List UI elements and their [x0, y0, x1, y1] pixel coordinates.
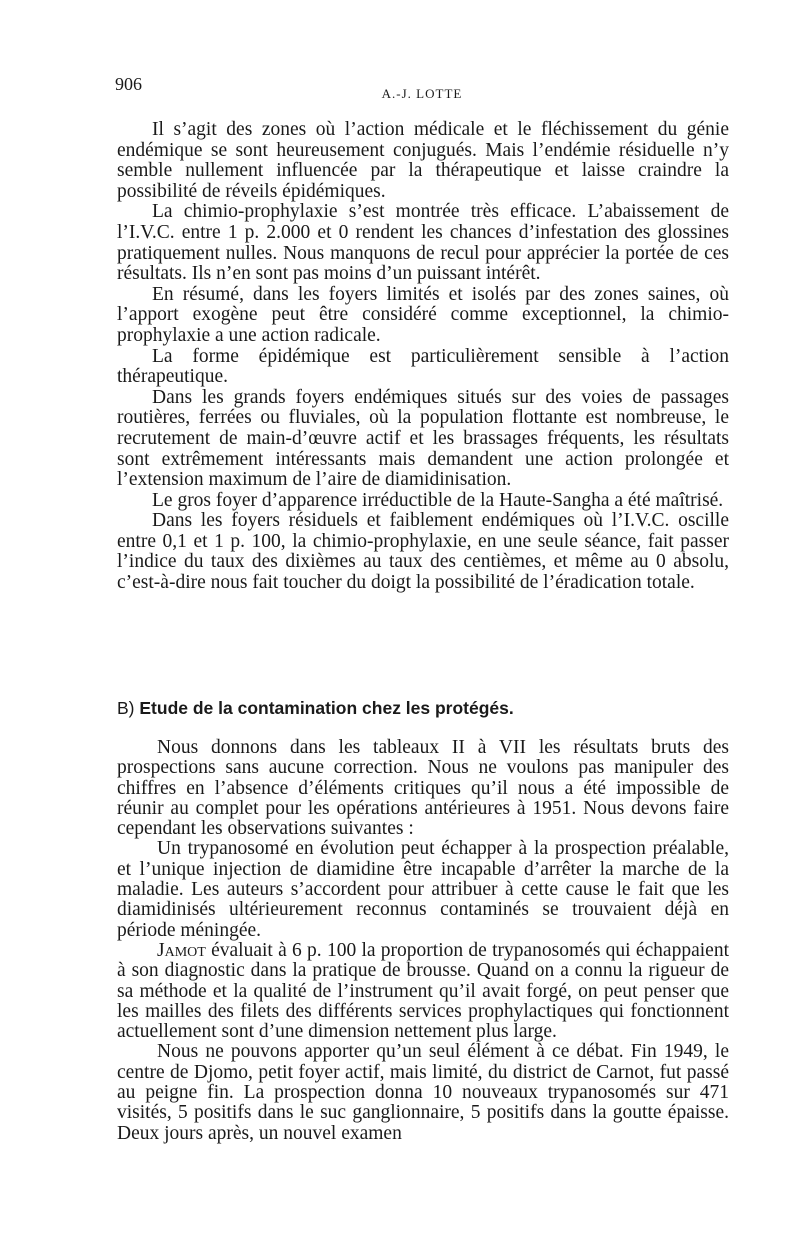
paragraph: Il s’agit des zones où l’action médicale et le fléchissement du génie endémique se sont heureusement conjugués. Mais l’endémie résiduelle n’y semble nullement influencée par la thérapeutique et laisse craindre la possibilité de réveils épidémiques.: [117, 119, 729, 202]
paragraph: La chimio-prophylaxie s’est montrée très efficace. L’abaissement de l’I.V.C. entre 1 p. 2.000 et 0 rendent les chances d’infestation des glossines pratiquement nulles. Nous manquons de recul pour apprécier la portée de ces résultats. Ils n’en sont pas moins d’un puissant intérêt.: [117, 201, 729, 285]
body-text-part-a: [117, 120, 729, 594]
section-heading: [117, 697, 729, 719]
section-letter: B): [117, 698, 135, 718]
author-name: Jamot: [157, 939, 206, 961]
paragraph: Un trypanosomé en évolution peut échapper à la prospection préalable, et l’unique injection de diamidine être incapable d’arrêter la marche de la maladie. Les auteurs s’accordent pour attribuer à cette cause le fait que les diamidinisés ultérieurement reconnus contaminés se trouvaient déjà en période méningée.: [117, 838, 729, 941]
running-head: A.-J. LOTTE: [381, 86, 463, 101]
section-title: Etude de la contamination chez les protégés.: [139, 698, 514, 718]
body-text-part-b: [117, 738, 729, 1144]
paragraph: Dans les foyers résiduels et faiblement endémiques où l’I.V.C. oscille entre 0,1 et 1 p. 100, la chimio-prophylaxie, en une seule séance, fait passer l’indice du taux des dixièmes au taux des centièmes, et même au 0 absolu, c’est-à-dire nous fait toucher du doigt la possibilité de l’éradication totale.: [117, 510, 729, 594]
paragraph: Nous donnons dans les tableaux II à VII les résultats bruts des prospections sans aucune correction. Nous ne voulons pas manipuler des chiffres en l’absence d’éléments critiques qu’il nous a été impossible de réunir au complet pour les opérations antérieures à 1951. Nous devons faire cependant les observations suivantes :: [117, 737, 729, 840]
paragraph: En résumé, dans les foyers limités et isolés par des zones saines, où l’apport exogène peut être considéré comme exceptionnel, la chimio-prophylaxie a une action radicale.: [117, 283, 729, 346]
page-number: 906: [115, 74, 142, 94]
paragraph: Nous ne pouvons apporter qu’un seul élément à ce débat. Fin 1949, le centre de Djomo, petit foyer actif, mais limité, du district de Carnot, fut passé au peigne fin. La prospection donna 10 nouveaux trypanosomés sur 471 visités, 5 positifs dans le suc ganglionnaire, 5 positifs dans la goutte épaisse. Deux jours après, un nouvel examen: [117, 1041, 729, 1144]
paragraph-jamot: [117, 941, 729, 1042]
paragraph-text: évaluait à 6 p. 100 la proportion de trypanosomés qui échappaient à son diagnostic dans la pratique de brousse. Quand on a connu la rigueur de sa méthode et la qualité de l’instrument qu’il avait forgé, on peut penser que les mailles des filets des différents services prophylactiques qui fonctionnent actuellement sont d’une dimension nettement plus large.: [117, 939, 729, 1043]
page-header: [115, 74, 729, 104]
paragraph: La forme épidémique est particulièrement sensible à l’action thérapeutique.: [117, 345, 729, 388]
paragraph: Le gros foyer d’apparence irréductible de la Haute-Sangha a été maîtrisé.: [152, 489, 724, 511]
paragraph: Dans les grands foyers endémiques situés sur des voies de passages routières, ferrées ou fluviales, où la population flottante est nombreuse, le recrutement de main-d’œuvre actif et les brassages fréquents, les résultats sont extrêmement intéressants mais demandent une action prolongée et l’extension maximum de l’aire de diamidinisation.: [117, 386, 729, 491]
